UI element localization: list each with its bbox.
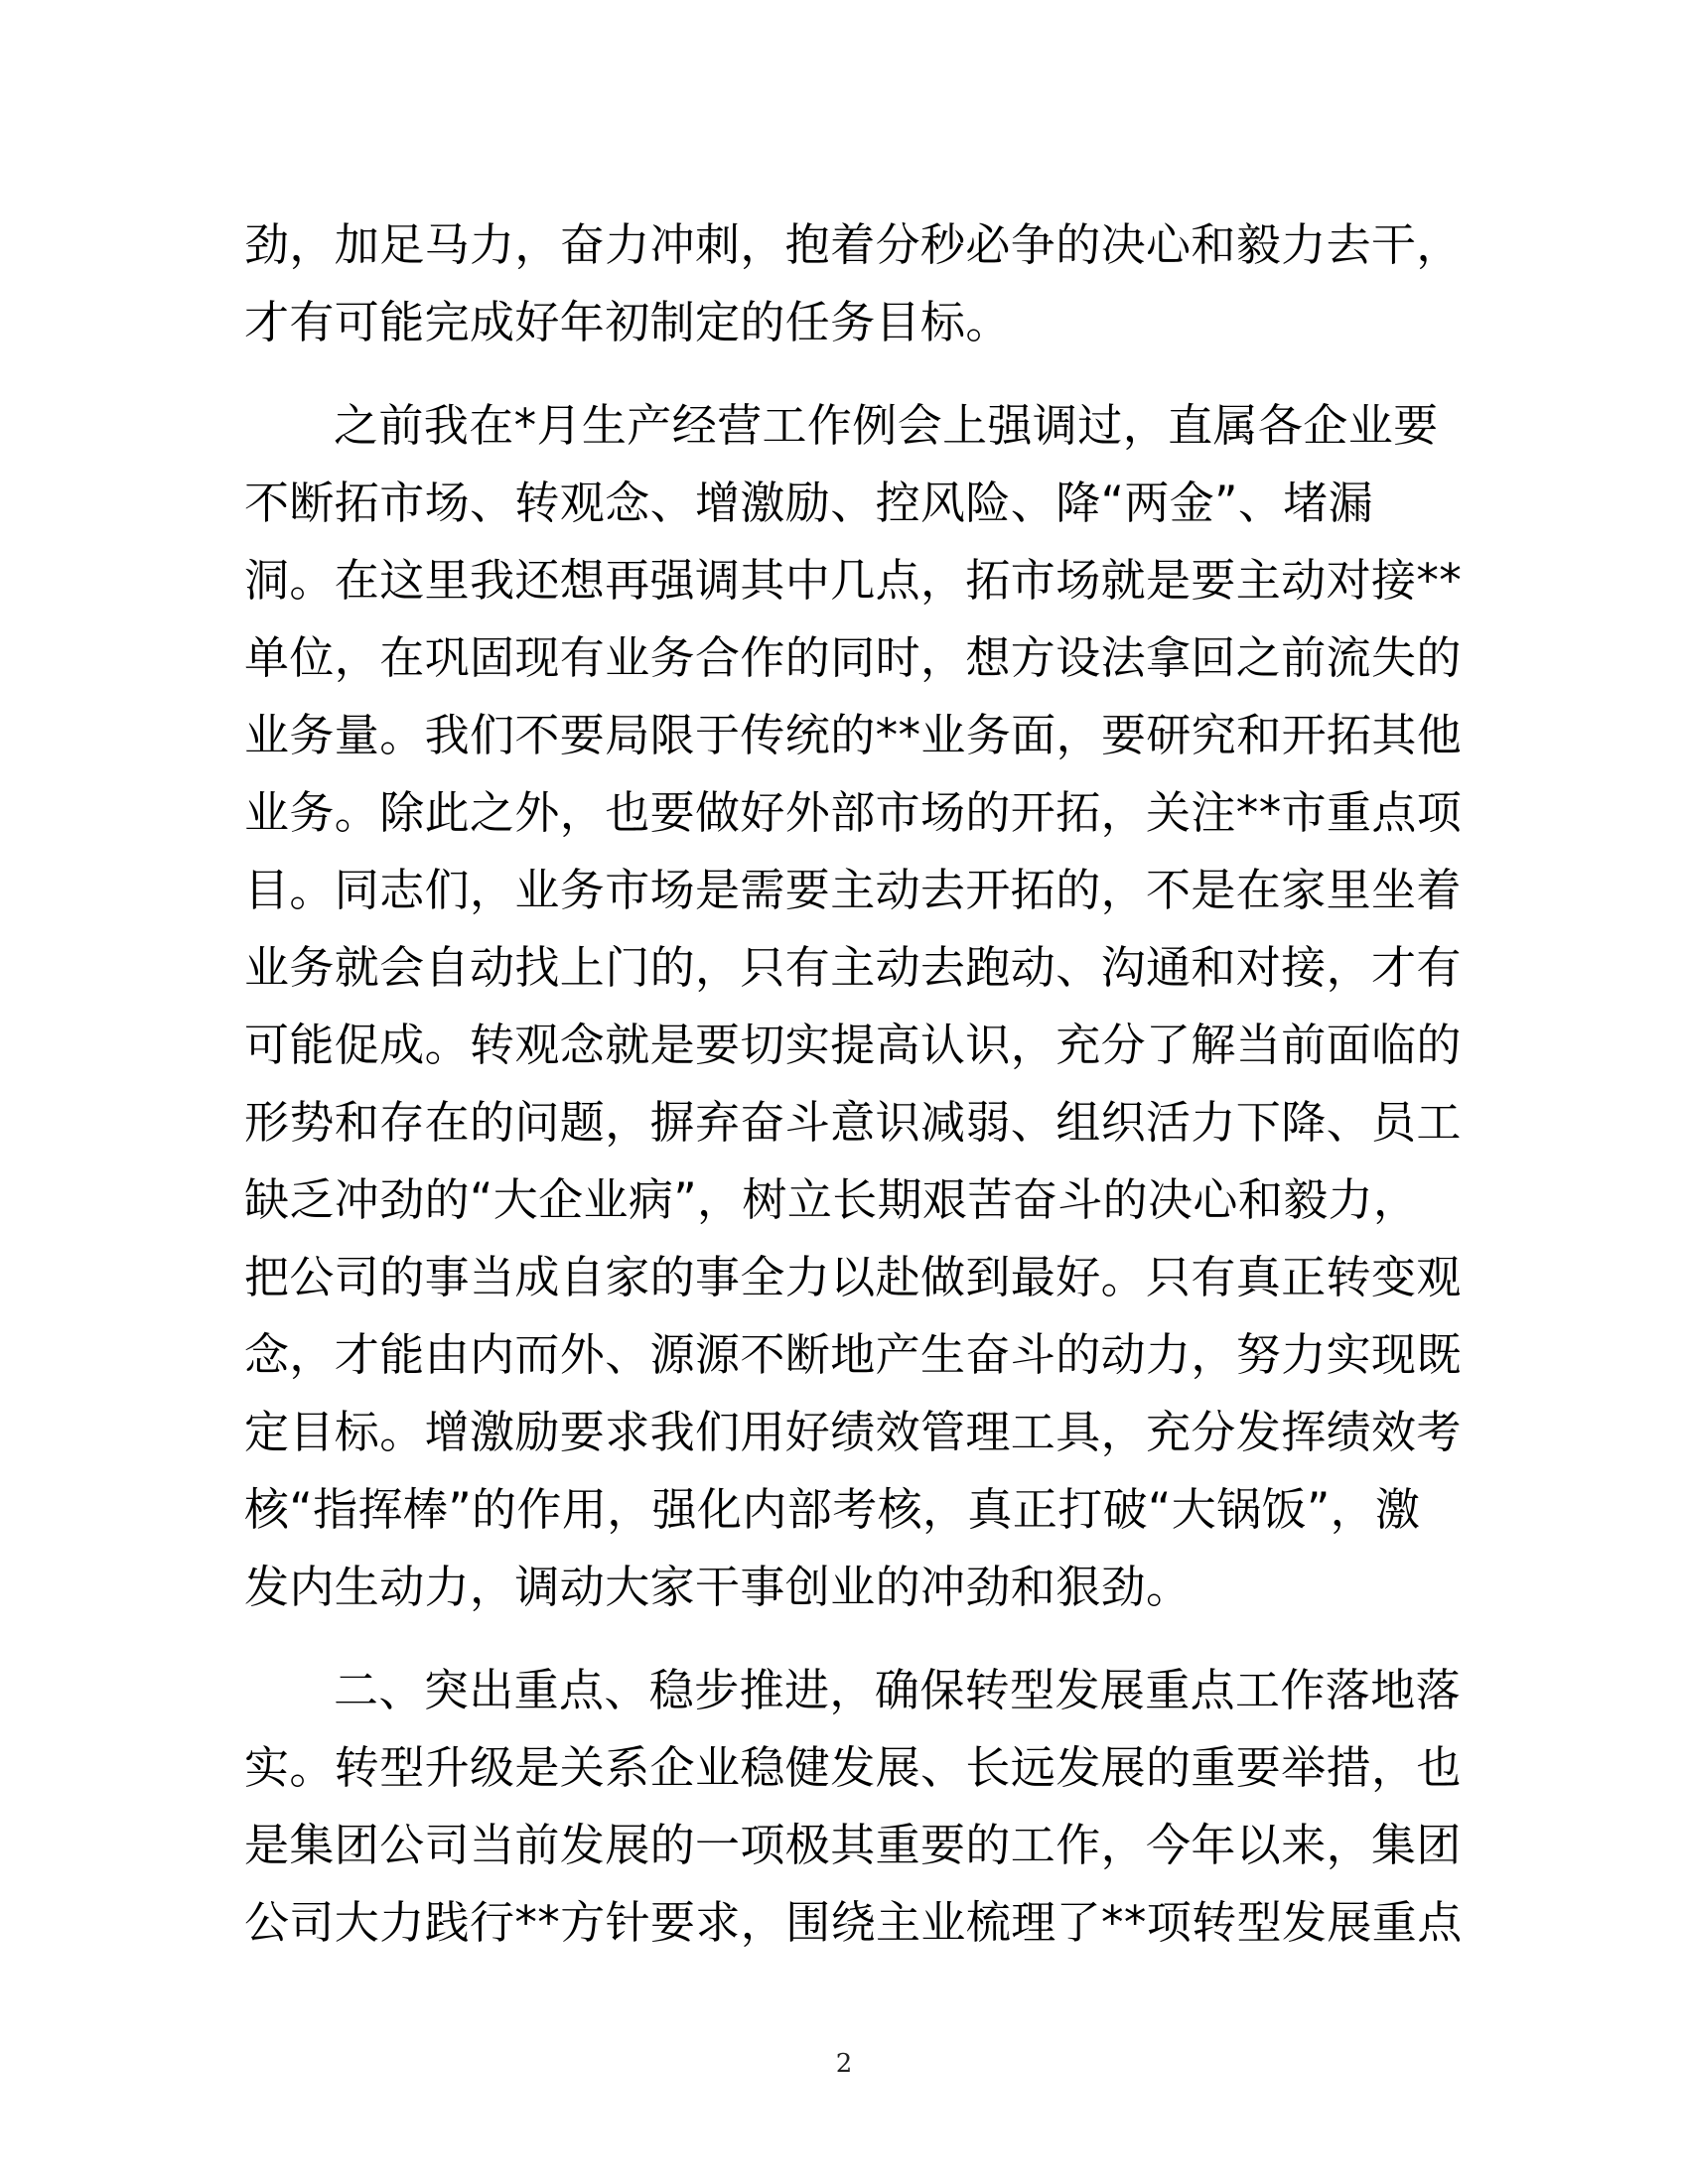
body-text xyxy=(244,206,1463,1962)
text-line: 不断拓市场、转观念、增激励、控风险、降“两金”、堵漏 xyxy=(244,477,1374,529)
text-line: 公司大力践行**方针要求，围绕主业梳理了**项转型发展重点 xyxy=(244,1896,1463,1949)
text-line: 单位，在巩固现有业务合作的同时，想方设法拿回之前流失的 xyxy=(244,631,1462,684)
text-line: 核“指挥棒”的作用，强化内部考核，真正打破“大锅饭”，激 xyxy=(244,1483,1421,1536)
text-line: 实。转型升级是关系企业稳健发展、长远发展的重要举措，也 xyxy=(244,1741,1462,1794)
text-line: 业务就会自动找上门的，只有主动去跑动、沟通和对接，才有 xyxy=(244,941,1462,994)
text-line: 把公司的事当成自家的事全力以赴做到最好。只有真正转变观 xyxy=(244,1251,1462,1303)
paragraph-market xyxy=(244,387,1463,1626)
text-line: 缺乏冲劲的“大企业病”，树立长期艰苦奋斗的决心和毅力， xyxy=(244,1173,1419,1226)
text-line: 是集团公司当前发展的一项极其重要的工作，今年以来，集团 xyxy=(244,1819,1462,1871)
text-line: 发内生动力，调动大家干事创业的冲劲和狠劲。 xyxy=(244,1561,1192,1613)
text-line: 二、突出重点、稳步推进，确保转型发展重点工作落地落 xyxy=(334,1664,1462,1716)
text-line: 可能促成。转观念就是要切实提高认识，充分了解当前面临的 xyxy=(244,1019,1462,1071)
text-line: 形势和存在的问题，摒弃奋斗意识减弱、组织活力下降、员工 xyxy=(244,1096,1462,1149)
text-line: 洞。在这里我还想再强调其中几点，拓市场就是要主动对接** xyxy=(244,554,1463,607)
text-line: 业务量。我们不要局限于传统的**业务面，要研究和开拓其他 xyxy=(244,709,1463,761)
paragraph-continuation xyxy=(244,206,1462,361)
text-line: 定目标。增激励要求我们用好绩效管理工具，充分发挥绩效考 xyxy=(244,1406,1462,1458)
paragraph-spacer xyxy=(244,1626,1436,1652)
text-line: 业务。除此之外，也要做好外部市场的开拓，关注**市重点项 xyxy=(244,786,1463,839)
paragraph-section-two xyxy=(244,1652,1463,1962)
text-line: 念，才能由内而外、源源不断地产生奋斗的动力，努力实现既 xyxy=(244,1328,1462,1381)
page-number: 2 xyxy=(835,2049,853,2079)
text-line: 之前我在*月生产经营工作例会上强调过，直属各企业要 xyxy=(334,399,1439,452)
paragraph-spacer xyxy=(244,361,1436,387)
text-line: 目。同志们，业务市场是需要主动去开拓的，不是在家里坐着 xyxy=(244,864,1462,916)
text-line: 才有可能完成好年初制定的任务目标。 xyxy=(244,296,1011,348)
text-line: 劲，加足马力，奋力冲刺，抱着分秒必争的决心和毅力去干， xyxy=(244,218,1462,271)
